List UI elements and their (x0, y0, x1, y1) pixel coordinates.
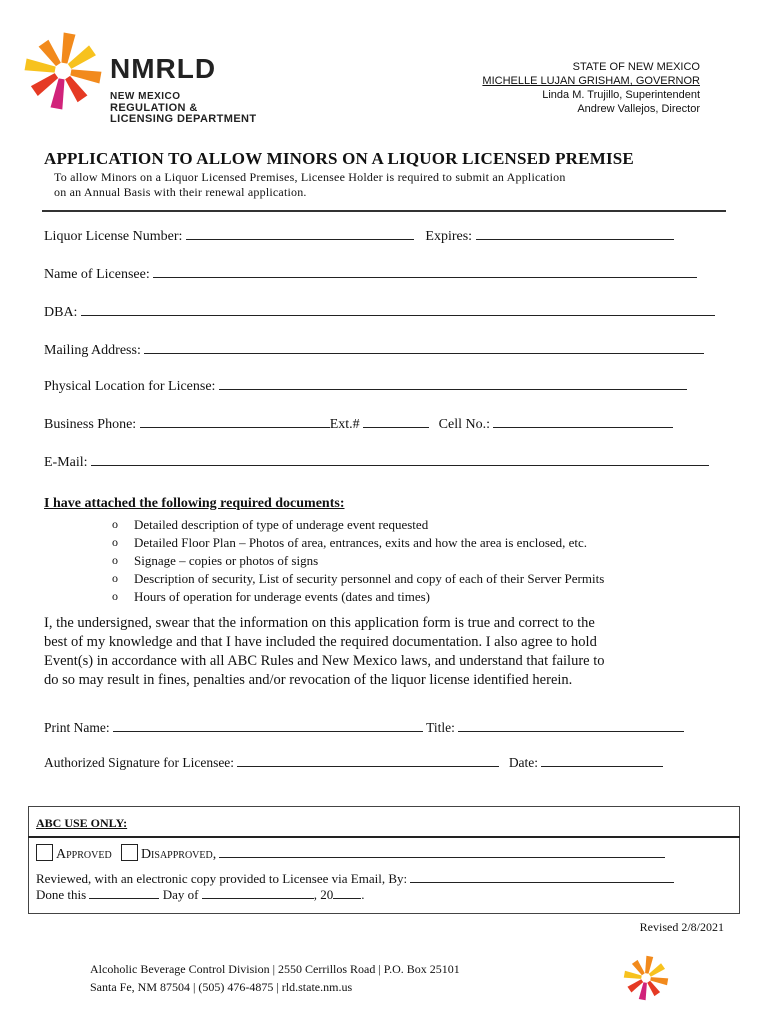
approved-label: Approved (56, 847, 112, 862)
year-suffix: . (361, 887, 365, 902)
day-input[interactable] (89, 885, 159, 899)
director-line: Andrew Vallejos, Director (577, 103, 700, 115)
license-number-row (44, 226, 674, 246)
state-header (482, 60, 700, 116)
list-item: o Hours of operation for underage events (dates and times) (112, 588, 604, 606)
footer-logo-icon (620, 952, 672, 1004)
phone-row (44, 414, 673, 434)
list-item: o Detailed Floor Plan – Photos of area, entrances, exits and how the area is enclosed, etc. (112, 534, 604, 552)
agency-logotype (110, 55, 257, 125)
day-of-label: Day of (162, 887, 199, 902)
agency-line-1: NEW MEXICO (110, 91, 181, 102)
done-this-row (36, 885, 364, 903)
oath-line-3: Event(s) in accordance with all ABC Rules and New Mexico laws, and understand that failure to (44, 653, 605, 669)
print-name-label: Print Name: (44, 720, 110, 735)
approval-row (36, 844, 665, 863)
oath-paragraph (44, 614, 734, 690)
expires-input[interactable] (476, 226, 674, 240)
list-item: o Detailed description of type of underage event requested (112, 516, 604, 534)
date-label: Date: (508, 755, 539, 770)
disapproved-checkbox[interactable] (121, 844, 138, 861)
approved-checkbox[interactable] (36, 844, 53, 861)
title-label: Title: (426, 720, 455, 735)
title-divider (42, 210, 726, 212)
business-phone-label: Business Phone: (44, 417, 137, 432)
revised-date: Revised 2/8/2021 (639, 920, 724, 934)
agency-line-3: LICENSING DEPARTMENT (110, 113, 257, 125)
form-intro (54, 170, 566, 200)
abc-heading: ABC USE ONLY: (36, 816, 128, 830)
intro-line-1: To allow Minors on a Liquor Licensed Premises, Licensee Holder is required to submit an Application (54, 170, 566, 184)
licensee-name-label: Name of Licensee: (44, 267, 150, 282)
disapproved-reason-input[interactable] (219, 844, 665, 858)
cell-input[interactable] (493, 414, 673, 428)
ext-label: Ext.# (329, 417, 360, 432)
oath-line-1: I, the undersigned, swear that the information on this application form is true and correct to the (44, 615, 595, 631)
agency-short-name: NMRLD (110, 53, 217, 84)
form-title: APPLICATION TO ALLOW MINORS ON A LIQUOR LICENSED PREMISE (44, 149, 634, 168)
dba-input[interactable] (81, 302, 715, 316)
footer-line-1: Alcoholic Beverage Control Division | 2550 Cerrillos Road | P.O. Box 25101 (90, 962, 460, 976)
print-name-row (44, 718, 684, 737)
print-name-input[interactable] (113, 718, 423, 732)
superintendent-line: Linda M. Trujillo, Superintendent (542, 89, 700, 101)
list-item: o Description of security, List of security personnel and copy of each of their Server Permits (112, 570, 604, 588)
dba-row (44, 302, 715, 322)
title-input[interactable] (458, 718, 684, 732)
email-input[interactable] (91, 452, 709, 466)
dba-label: DBA: (44, 305, 78, 320)
email-row (44, 452, 709, 472)
disapproved-label: Disapproved, (140, 847, 217, 862)
signature-input[interactable] (237, 753, 499, 767)
mailing-address-row (44, 340, 704, 360)
physical-location-row (44, 376, 687, 396)
documents-heading: I have attached the following required documents: (44, 496, 345, 511)
business-phone-input[interactable] (140, 414, 330, 428)
signature-row (44, 753, 663, 772)
mailing-address-label: Mailing Address: (44, 343, 141, 358)
year-input[interactable] (333, 885, 361, 899)
mailing-address-input[interactable] (144, 340, 704, 354)
date-input[interactable] (541, 753, 663, 767)
ext-input[interactable] (363, 414, 429, 428)
license-number-label: Liquor License Number: (44, 229, 183, 244)
reviewed-label: Reviewed, with an electronic copy provided to Licensee via Email, By: (36, 871, 408, 886)
licensee-name-input[interactable] (153, 264, 697, 278)
footer-address (90, 960, 460, 996)
physical-location-input[interactable] (219, 376, 687, 390)
signature-label: Authorized Signature for Licensee: (44, 755, 235, 770)
governor-line: MICHELLE LUJAN GRISHAM, GOVERNOR (482, 75, 700, 87)
reviewed-by-input[interactable] (410, 869, 674, 883)
month-input[interactable] (202, 885, 314, 899)
email-label: E-Mail: (44, 455, 88, 470)
licensee-name-row (44, 264, 697, 284)
intro-line-2: on an Annual Basis with their renewal application. (54, 185, 307, 199)
done-this-label: Done this (36, 887, 87, 902)
physical-location-label: Physical Location for License: (44, 379, 216, 394)
expires-label: Expires: (425, 229, 473, 244)
oath-line-4: do so may result in fines, penalties and/or revocation of the liquor license identified herein. (44, 672, 573, 688)
documents-list (112, 516, 604, 606)
nmrld-logo-icon (18, 26, 108, 116)
footer-line-2: Santa Fe, NM 87504 | (505) 476-4875 | rld.state.nm.us (90, 980, 353, 994)
year-prefix: , 20 (313, 887, 334, 902)
state-line: STATE OF NEW MEXICO (572, 61, 700, 73)
agency-line-2: REGULATION & (110, 102, 198, 114)
list-item: o Signage – copies or photos of signs (112, 552, 604, 570)
cell-label: Cell No.: (438, 417, 490, 432)
oath-line-2: best of my knowledge and that I have included the required documentation. I also agree to hold (44, 634, 597, 650)
abc-divider (28, 836, 740, 838)
license-number-input[interactable] (186, 226, 414, 240)
